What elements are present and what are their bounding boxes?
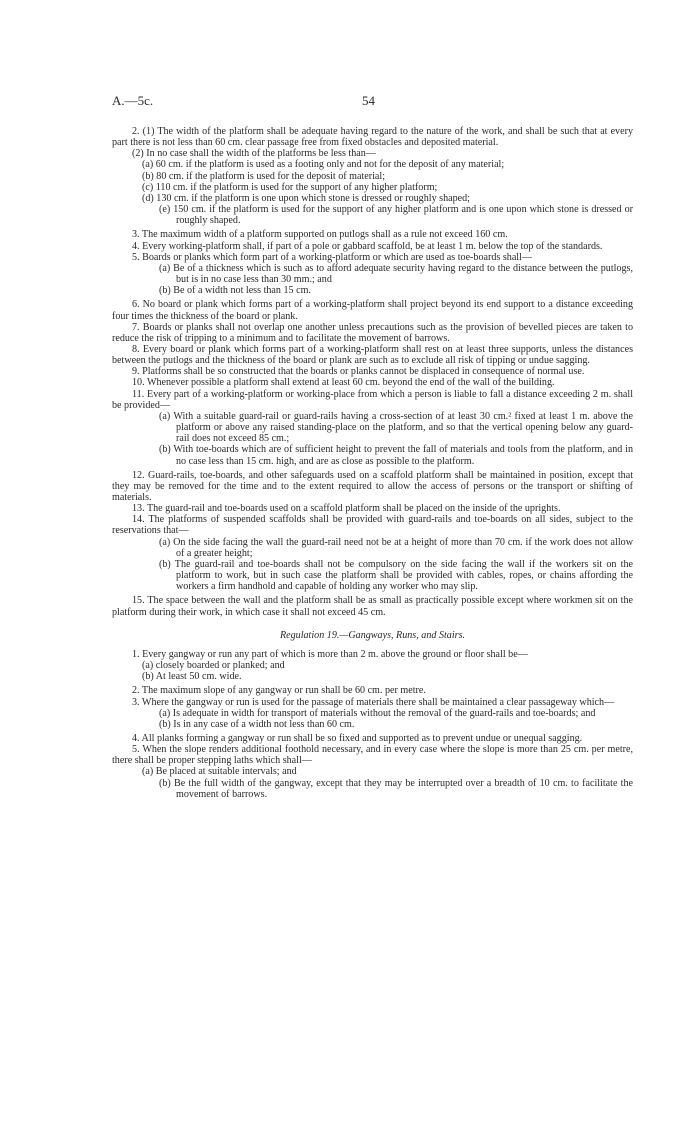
paragraph: (b) The guard-rail and toe-boards shall not be compulsory on the side facing the wall if the workers sit on the platform to work, but in such case the platform shall be provided with cables, ropes, or chains affording the workers a firm handhold and capable of holding any worker who may slip.	[159, 558, 633, 593]
paragraph: 12. Guard-rails, toe-boards, and other safeguards used on a scaffold platform shall be maintained in position, except that they may be removed for the time and to the extent required to allow the access of persons or the transport or shifting of materials.	[112, 469, 633, 503]
paragraph: 6. No board or plank which forms part of a working-platform shall project beyond its end support to a distance exceeding four times the thickness of the board or plank.	[112, 299, 633, 322]
paragraph: (b) 80 cm. if the platform is used for the deposit of material;	[142, 170, 386, 182]
paragraph: (a) With a suitable guard-rail or guard-rails having a cross-section of at least 30 cm.² fixed at least 1 m. above the platform or above any raised standing-place on the platform, and so that the vertical opening below any guard-rail does not exceed 85 cm.;	[159, 410, 633, 445]
paragraph: (b) At least 50 cm. wide.	[142, 671, 242, 683]
paragraph: (b) With toe-boards which are of sufficient height to prevent the fall of materials and tools from the platform, and in no case less than 15 cm. high, and are as close as possible to the platform.	[159, 444, 633, 467]
paragraph: (a) Is adequate in width for transport of materials without the removal of the guard-rails and toe-boards; and	[159, 707, 596, 719]
paragraph: 14. The platforms of suspended scaffolds shall be provided with guard-rails and toe-boards on all sides, subject to the reservations that—	[112, 514, 633, 537]
paragraph: 2. (1) The width of the platform shall be adequate having regard to the nature of the work, and shall be such that at every part there is not less than 60 cm. clear passage free from fixed obstacles and deposited material.	[112, 126, 633, 149]
paragraph: (e) 150 cm. if the platform is used for the support of any higher platform and is one upon which stone is dressed or roughly shaped.	[159, 204, 633, 227]
page-number: 54	[362, 93, 375, 108]
section-heading: Regulation 19.—Gangways, Runs, and Stairs.	[279, 629, 466, 641]
paragraph: 5. When the slope renders additional foothold necessary, and in every case where the slope is more than 25 cm. per metre, there shall be proper stepping laths which shall—	[112, 744, 633, 767]
paragraph: 11. Every part of a working-platform or working-place from which a person is liable to fall a distance exceeding 2 m. shall be provided—	[112, 388, 633, 411]
paragraph: (a) Be placed at suitable intervals; and	[142, 766, 297, 778]
paragraph: 2. The maximum slope of any gangway or run shall be 60 cm. per metre.	[132, 685, 426, 697]
paragraph: 3. Where the gangway or run is used for the passage of materials there shall be maintained a clear passageway which—	[132, 696, 615, 708]
regulation-text	[112, 126, 633, 800]
paragraph: (2) In no case shall the width of the platforms be less than—	[132, 148, 376, 160]
paragraph: (b) Be the full width of the gangway, except that they may be interrupted over a breadth of 10 cm. to facilitate the movement of barrows.	[159, 777, 633, 800]
paragraph: 13. The guard-rail and toe-boards used on a scaffold platform shall be placed on the inside of the uprights.	[132, 503, 561, 515]
paragraph: 7. Boards or planks shall not overlap one another unless precautions such as the provision of bevelled pieces are taken to reduce the risk of tripping to a minimum and to facilitate the movement of barrows.	[112, 321, 633, 344]
paragraph: 15. The space between the wall and the platform shall be as small as practically possible except where workmen sit on the platform during their work, in which case it shall not exceed 45 cm.	[112, 595, 633, 618]
paragraph: 9. Platforms shall be so constructed that the boards or planks cannot be displaced in consequence of normal use.	[132, 366, 585, 378]
paragraph: (b) Be of a width not less than 15 cm.	[159, 285, 311, 297]
paragraph: (a) On the side facing the wall the guard-rail need not be at a height of more than 70 cm. if the work does not allow of a greater height;	[159, 536, 633, 559]
paragraph: 10. Whenever possible a platform shall extend at least 60 cm. beyond the end of the wall of the building.	[132, 377, 555, 389]
paragraph: (a) Be of a thickness which is such as to afford adequate security having regard to the distance between the putlogs, but is in no case less than 30 mm.; and	[159, 262, 633, 286]
paragraph: (a) closely boarded or planked; and	[142, 660, 285, 672]
paragraph: (a) 60 cm. if the platform is used as a footing only and not for the deposit of any material;	[142, 159, 505, 171]
document-reference: A.—5c.	[112, 93, 154, 108]
paragraph: (d) 130 cm. if the platform is one upon which stone is dressed or roughly shaped;	[142, 192, 470, 204]
paragraph: 4. All planks forming a gangway or run shall be so fixed and supported as to prevent undue or unequal sagging.	[132, 732, 583, 744]
paragraph: 3. The maximum width of a platform supported on putlogs shall as a rule not exceed 160 cm.	[132, 229, 508, 241]
paragraph: 1. Every gangway or run any part of which is more than 2 m. above the ground or floor shall be—	[132, 648, 528, 660]
paragraph: 8. Every board or plank which forms part of a working-platform shall rest on at least three supports, unless the distances between the putlogs and the thickness of the board or plank are such as to exclude all risk of tipping or undue sagging.	[112, 343, 633, 367]
paragraph: 4. Every working-platform shall, if part of a pole or gabbard scaffold, be at least 1 m. below the top of the standards.	[132, 240, 603, 252]
paragraph: (b) Is in any case of a width not less than 60 cm.	[159, 718, 355, 730]
paragraph: 5. Boards or planks which form part of a working-platform or which are used as toe-boards shall—	[132, 251, 532, 263]
paragraph: (c) 110 cm. if the platform is used for the support of any higher platform;	[142, 181, 438, 193]
